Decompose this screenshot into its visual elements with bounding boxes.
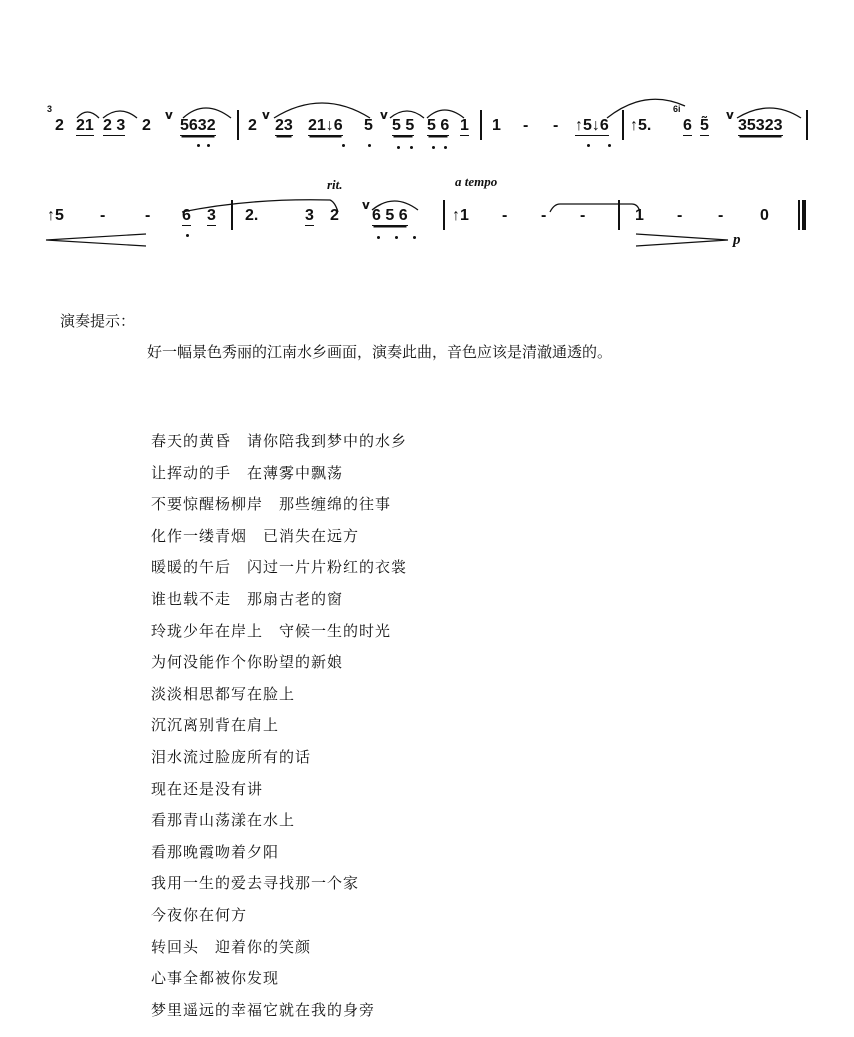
note: 35323 — [738, 117, 783, 134]
lyric-line: 我用一生的爱去寻找那一个家 — [151, 874, 360, 893]
lyric-line: 暖暖的午后 闪过一片片粉红的衣裳 — [151, 558, 408, 577]
slur — [370, 194, 430, 212]
note: 5 6 — [427, 117, 450, 134]
note: 21 — [76, 117, 94, 134]
breath-mark: v — [726, 108, 734, 122]
lyric-line: 梦里遥远的幸福它就在我的身旁 — [151, 1000, 376, 1019]
lyric-line: 泪水流过脸庞所有的话 — [151, 747, 312, 766]
note: 6 — [683, 117, 692, 134]
note: - — [580, 207, 586, 224]
note-dot — [197, 144, 200, 147]
lyric-line: 春天的黄昏 请你陪我到梦中的水乡 — [151, 432, 408, 450]
grace-note: 3 — [47, 104, 53, 114]
grace-note: 6i — [673, 104, 681, 114]
note: ↑5 — [47, 207, 64, 224]
lyric-line: 不要惊醒杨柳岸 那些缠绵的往事 — [151, 495, 392, 514]
lyric-line: 为何没能作个你盼望的新娘 — [151, 653, 344, 672]
lyric-line: 化作一缕青烟 已消失在远方 — [151, 526, 360, 545]
lyric-line: 今夜你在何方 — [151, 905, 248, 924]
lyric-line: 看那青山荡漾在水上 — [151, 811, 296, 830]
note: - — [502, 207, 508, 224]
note: - — [523, 117, 529, 134]
slur — [75, 100, 235, 120]
lyrics-block — [151, 430, 408, 1019]
note: - — [100, 207, 106, 224]
note-dot — [587, 144, 590, 147]
note: 21↓6 — [308, 117, 343, 134]
note: 5 5 — [392, 117, 415, 134]
note-dot — [397, 146, 400, 149]
note: - — [541, 207, 547, 224]
note: 1 — [635, 207, 644, 224]
note-dot — [186, 234, 189, 237]
note: - — [553, 117, 559, 134]
rit-marking: rit. — [327, 177, 343, 192]
note: ↑1 — [452, 207, 469, 224]
breath-mark: v — [262, 108, 270, 122]
lyric-line: 玲珑少年在岸上 守候一生的时光 — [151, 621, 392, 640]
lyric-line: 让挥动的手 在薄雾中飘荡 — [151, 463, 344, 482]
note: 5̃ — [700, 117, 709, 134]
lyric-line: 看那晚霞吻着夕阳 — [151, 842, 280, 861]
note: 3 — [305, 207, 314, 224]
note: - — [677, 207, 683, 224]
note: 2 — [55, 117, 64, 134]
tips-text: 好一幅景色秀丽的江南水乡画面，演奏此曲，音色应该是清澈通透的。 — [147, 343, 613, 361]
note: 0 — [760, 207, 769, 224]
note: 3 — [207, 207, 216, 224]
breath-mark: v — [380, 108, 388, 122]
decrescendo-hairpin — [632, 230, 732, 250]
breath-mark: v — [165, 108, 173, 122]
note: 1 — [492, 117, 501, 134]
note: 1 — [460, 117, 469, 134]
note-dot — [342, 144, 345, 147]
note: 2 — [248, 117, 257, 134]
note-dot — [413, 236, 416, 239]
lyric-line: 谁也载不走 那扇古老的窗 — [151, 589, 344, 608]
note: 6 — [182, 207, 191, 224]
note: ↑5↓6 — [575, 117, 609, 134]
lyric-line: 现在还是没有讲 — [151, 779, 264, 798]
note: - — [145, 207, 151, 224]
bar-line — [798, 200, 800, 230]
note: 5 — [364, 117, 373, 134]
lyric-line: 沉沉离别背在肩上 — [151, 716, 280, 735]
score-line-1 — [0, 90, 854, 150]
note: 2 — [330, 207, 339, 224]
note: 2 3 — [103, 117, 126, 134]
tips-label: 演奏提示： — [60, 312, 136, 330]
note: ↑5. — [630, 117, 652, 134]
note-dot — [410, 146, 413, 149]
slur — [272, 94, 472, 120]
score-line-2 — [0, 172, 854, 252]
note-dot — [608, 144, 611, 147]
note-dot — [395, 236, 398, 239]
note-dot — [432, 146, 435, 149]
note: 5632 — [180, 117, 216, 134]
note-dot — [207, 144, 210, 147]
breath-mark: v — [362, 198, 370, 212]
dynamic-marking: p — [733, 232, 741, 248]
note: 6 5 6 — [372, 207, 408, 224]
lyric-line: 淡淡相思都写在脸上 — [151, 684, 296, 703]
note: 23 — [275, 117, 293, 134]
bar-line — [237, 110, 239, 140]
slur — [605, 92, 805, 120]
a-tempo-marking: a tempo — [455, 174, 498, 189]
note-dot — [368, 144, 371, 147]
bar-line — [480, 110, 482, 140]
note-dot — [444, 146, 447, 149]
note-dot — [377, 236, 380, 239]
final-bar-line — [802, 200, 806, 230]
lyric-line: 心事全都被你发现 — [151, 969, 280, 988]
bar-line — [806, 110, 808, 140]
lyric-line: 转回头 迎着你的笑颜 — [151, 937, 312, 956]
note: 2 — [142, 117, 151, 134]
decrescendo-hairpin — [42, 230, 152, 250]
note: 2. — [245, 207, 259, 224]
note: - — [718, 207, 724, 224]
